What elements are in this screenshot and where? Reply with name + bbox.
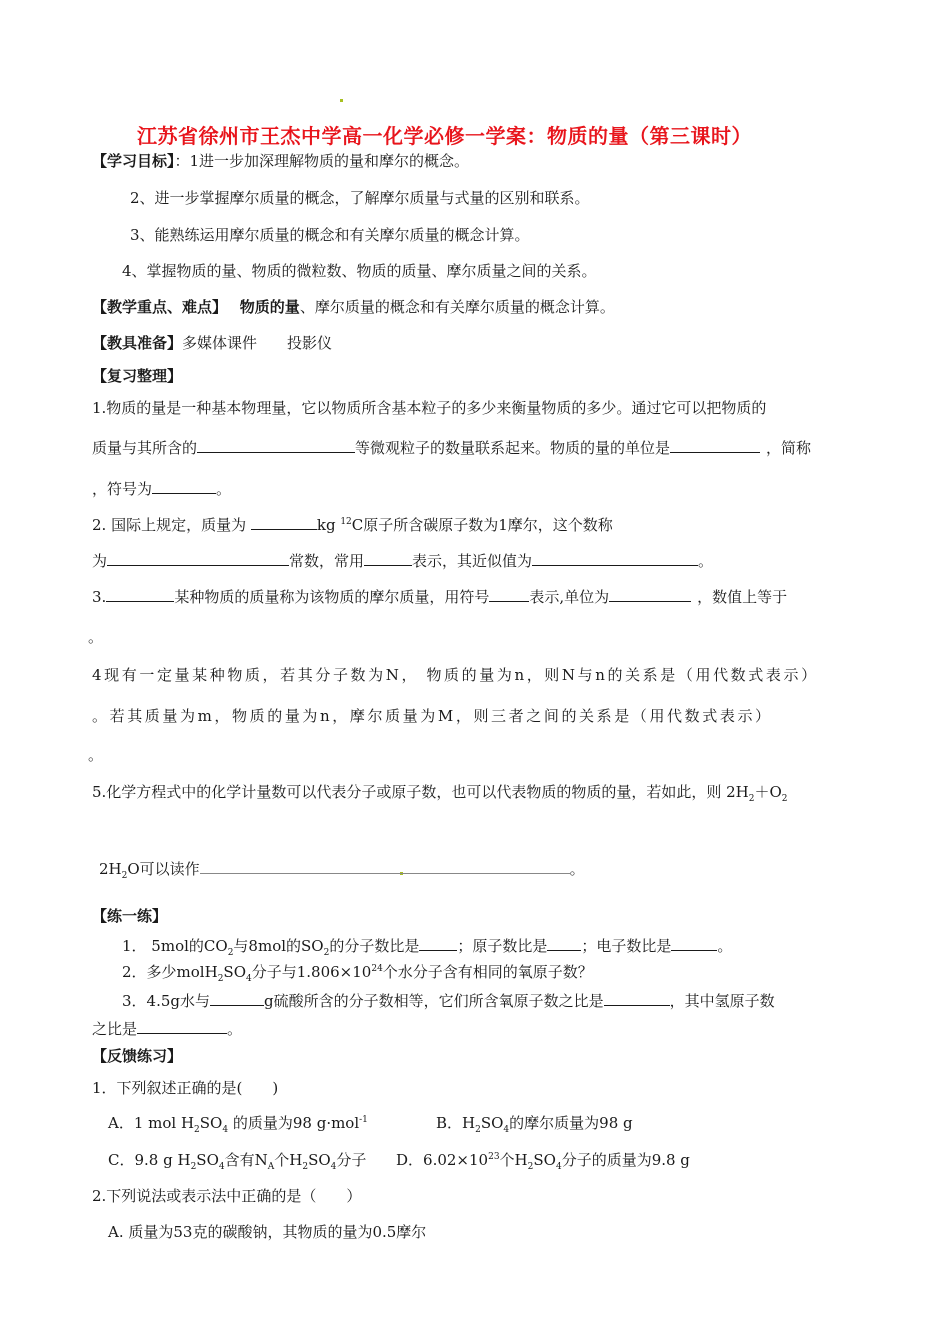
text: 2．多少molH (122, 963, 218, 981)
text: 。 (227, 1020, 243, 1038)
answer-blank (532, 551, 698, 566)
subscript: 2 (121, 871, 128, 881)
subscript: 4 (218, 1162, 225, 1172)
review-q1-line-1: 1.物质的量是一种基本物理量，它以物质所含基本粒子的多少来衡量物质的多少。通过它可以把物质的 (92, 399, 767, 417)
text: O可以读作 (127, 860, 200, 878)
superscript: 12 (340, 517, 352, 527)
answer-blank (251, 515, 317, 530)
text: 质量与其所含的 (92, 439, 198, 457)
text: 个水分子含有相同的氧原子数？ (382, 963, 593, 981)
subscript: 4 (330, 1162, 337, 1172)
key-points-line (92, 297, 615, 317)
review-q2-line-1 (92, 515, 613, 535)
answer-blank (106, 587, 174, 602)
text: 3．4.5g水与 (122, 992, 211, 1010)
answer-blank (671, 936, 717, 951)
superscript: 23 (488, 1152, 500, 1162)
text: 。 (569, 860, 585, 878)
answer-blank (364, 551, 412, 566)
review-q1-line-2 (92, 438, 811, 458)
text: 3. (92, 588, 107, 606)
feedback-q2: 2.下列说法或表示法中正确的是（ ） (92, 1187, 362, 1205)
text: SO (308, 1151, 331, 1169)
text: 分子与1.806×10 (251, 963, 372, 981)
text: C．9.8 g H (108, 1151, 191, 1169)
review-label: 【复习整理】 (92, 367, 183, 385)
text: 表示，其近似值为 (412, 552, 533, 570)
answer-blank (670, 438, 760, 453)
answer-blank (200, 859, 570, 874)
subscript: 2 (475, 1125, 481, 1135)
review-q4-line-1: 4现有一定量某种物质，若其分子数为N， 物质的量为n，则N与n的关系是（用代数式表示） (92, 666, 819, 684)
text: 的分子数比是 (329, 937, 420, 955)
answer-blank (419, 936, 457, 951)
superscript: -1 (359, 1115, 368, 1125)
text: D．6.02×10 (396, 1151, 489, 1169)
option-a (108, 1114, 368, 1135)
text: SO (223, 963, 246, 981)
text: ；原子数比是 (457, 937, 548, 955)
text: 为 (92, 552, 108, 570)
text: 常数，常用 (289, 552, 365, 570)
text: 1． 5mol的CO (122, 937, 228, 955)
tools-text: 多媒体课件 投影仪 (182, 334, 333, 352)
answer-blank (489, 587, 529, 602)
answer-blank (107, 551, 289, 566)
text: 含有N (224, 1151, 268, 1169)
subscript: 2 (748, 794, 755, 804)
key-points-text: 、摩尔质量的概念和有关摩尔质量的概念计算。 (299, 298, 615, 316)
subscript: 4 (503, 1125, 510, 1135)
review-q4-line-3: 。 (88, 746, 104, 764)
answer-blank (197, 438, 355, 453)
practice-q3-line-2 (92, 1019, 242, 1039)
text: ，符号为 (92, 480, 153, 498)
text: 的摩尔质量为98 g (509, 1114, 633, 1132)
text: A．1 mol H (108, 1114, 195, 1132)
text: 分子 (336, 1151, 367, 1169)
answer-blank (210, 991, 264, 1006)
subscript: 2 (227, 948, 234, 958)
text: 。 (717, 937, 733, 955)
text: ，其中氢原子数 (669, 992, 775, 1010)
practice-q1 (122, 936, 732, 956)
objective-item-3: 3、能熟练运用摩尔质量的概念和有关摩尔质量的概念计算。 (130, 226, 530, 244)
answer-blank (604, 991, 670, 1006)
text: C原子所含碳原子数为1摩尔，这个数称 (351, 516, 613, 534)
key-points-bold: 物质的量 (239, 298, 300, 316)
objective-item-2: 2、进一步掌握摩尔质量的概念，了解摩尔质量与式量的区别和联系。 (130, 189, 590, 207)
text: 2. 国际上规定，质量为 (92, 516, 251, 534)
subscript: 2 (190, 1162, 197, 1172)
text: SO (533, 1151, 556, 1169)
text: 的质量为98 g·mol (228, 1114, 360, 1132)
text: SO (480, 1114, 504, 1132)
review-q4-line-2: 。若其质量为m，物质的量为n，摩尔质量为M，则三者之间的关系是（用代数式表示） (92, 707, 773, 725)
text: ，简称 (766, 439, 812, 457)
text: 。 (216, 480, 232, 498)
text: 2H (99, 860, 122, 878)
review-q1-line-3 (92, 479, 231, 499)
objectives-line-1 (92, 151, 469, 171)
subscript: 2 (302, 1162, 309, 1172)
objective-item-1: ：1进一步加深理解物质的量和摩尔的概念。 (174, 152, 470, 170)
option-b (436, 1113, 633, 1133)
practice-q3-line-1 (122, 991, 775, 1011)
review-q2-line-2 (92, 551, 713, 571)
subscript: 4 (555, 1162, 562, 1172)
text: 5.化学方程式中的化学计量数可以代表分子或原子数，也可以代表物质的物质的量，若如此，则 2H (92, 783, 749, 801)
key-points-label: 【教学重点、难点】 (92, 298, 228, 316)
subscript: 2 (194, 1125, 200, 1135)
review-q3-line-1 (92, 587, 787, 607)
feedback-q1: 1．下列叙述正确的是( ) (92, 1079, 279, 1097)
text: ；电子数比是 (581, 937, 672, 955)
tools-line (92, 333, 332, 353)
subscript: 2 (781, 794, 788, 804)
text: 。 (698, 552, 714, 570)
text: 个H (499, 1151, 528, 1169)
subscript: 2 (527, 1162, 534, 1172)
subscript: A (267, 1162, 275, 1172)
answer-blank (547, 936, 581, 951)
text: 之比是 (92, 1020, 138, 1038)
text: 分子的质量为9.8 g (561, 1151, 690, 1169)
text: 与8mol的SO (233, 937, 324, 955)
subscript: 4 (222, 1125, 229, 1135)
tools-label: 【教具准备】 (92, 334, 183, 352)
text: SO (199, 1114, 223, 1132)
subscript: 4 (246, 974, 252, 984)
objectives-label: 【学习目标】 (92, 152, 175, 170)
text: kg (316, 516, 341, 534)
speck-mark (340, 99, 343, 102)
text: 某种物质的质量称为该物质的摩尔质量，用符号 (174, 588, 490, 606)
review-q3-line-2: 。 (88, 628, 104, 646)
review-q5-line-2 (99, 859, 585, 879)
answer-blank (137, 1019, 227, 1034)
text: B．H (436, 1114, 476, 1132)
feedback-label: 【反馈练习】 (92, 1047, 183, 1065)
feedback-q1-options-ab (108, 1113, 633, 1135)
text: ＋O (754, 783, 782, 801)
page-title: 江苏省徐州市王杰中学高一化学必修一学案：物质的量（第三课时） (137, 124, 752, 148)
text: 个H (274, 1151, 303, 1169)
subscript: 2 (217, 974, 224, 984)
subscript: 2 (323, 948, 330, 958)
text: SO (196, 1151, 219, 1169)
feedback-q2-option-a: A. 质量为53克的碳酸钠，其物质的量为0.5摩尔 (108, 1223, 427, 1241)
option-d (396, 1150, 690, 1170)
practice-label: 【练一练】 (92, 907, 168, 925)
text: 等微观粒子的数量联系起来。物质的量的单位是 (355, 439, 671, 457)
objective-item-4: 4、掌握物质的量、物质的微粒数、物质的质量、摩尔质量之间的关系。 (122, 262, 597, 280)
text: g硫酸所含的分子数相等，它们所含氧原子数之比是 (264, 992, 604, 1010)
practice-q2 (122, 962, 593, 982)
option-c (108, 1151, 367, 1172)
answer-blank (152, 479, 216, 494)
superscript: 24 (371, 964, 383, 974)
review-q5-line-1 (92, 782, 788, 802)
text: 表示,单位为 (529, 588, 610, 606)
answer-blank (609, 587, 691, 602)
text: ，数值上等于 (697, 588, 788, 606)
